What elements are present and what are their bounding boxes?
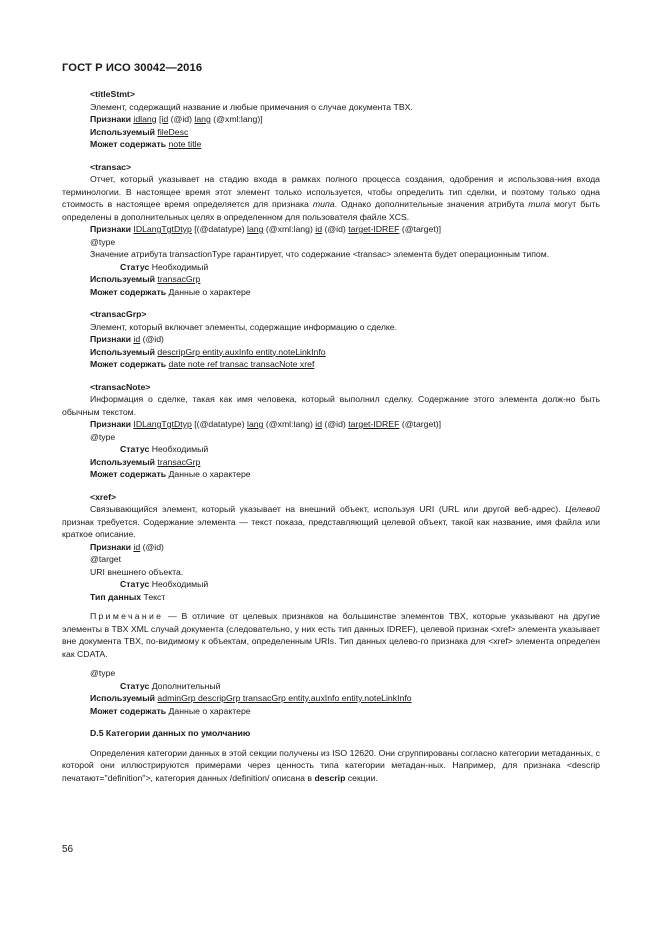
attr-link[interactable]: id [133,541,141,552]
type-attribute: @type [90,431,116,442]
entry-tag: <titleStmt> [90,89,135,99]
attr-link[interactable]: lang [194,114,211,124]
used-in-link[interactable]: descripGrp entity.auxInfo entity.noteLinkInfo [157,346,326,357]
attr-link[interactable]: id [133,334,141,344]
entry-used-in: Используемый fileDesc [90,126,189,137]
entry-attributes: Признаки id (@id) [90,541,164,552]
attr-link[interactable]: IDLangTgtDtyp [133,224,192,234]
entry-used-in: Используемый adminGrp descripGrp transacGrp entity.auxInfo entity.noteLinkInfo [90,693,412,703]
entry-tag: <transacGrp> [90,309,147,319]
entry-may-contain: Может содержать Данные о характере [90,286,251,297]
entry-transacGrp [62,308,600,371]
used-in-link[interactable]: transacGrp [157,274,201,284]
entry-description: Элемент, содержащий название и любые примечания о случае документа TBX. [90,101,413,112]
type-description: Значение атрибута transactionType гарантирует, что содержание <transac> элемента будет операционным типом. [90,249,550,259]
entry-used-in: Используемый descripGrp entity.auxInfo entity.noteLinkInfo [90,346,326,357]
section-title: D.5 Категории данных по умолчанию [90,728,251,738]
entry-may-contain: Может содержать Данные о характере [90,469,251,479]
entry-titleStmt [62,88,600,151]
target-attribute: @target [90,554,122,564]
target-description: URI внешнего объекта. [90,566,184,577]
entry-description: Элемент, который включает элементы, содержащие информацию о сделке. [90,321,398,332]
entry-description: Информация о сделке, такая как имя человека, который выполнил сделку. Содержание этого элемента долж-но быть обычным текстом. [62,394,600,417]
entry-attributes: Признаки IDLangTgtDtyp [(@datatype) lang (@xml:lang) id (@id) target-IDREF (@target)] [90,419,442,429]
used-in-link[interactable]: transacGrp [157,456,201,467]
attr-link[interactable]: lang [247,224,264,234]
attr-link[interactable]: target-IDREF [348,419,400,429]
page-header: ГОСТ Р ИСО 30042—2016 [62,62,203,74]
may-contain-link[interactable]: date note ref transac transacNote xref [168,359,315,369]
entry-status: Статус Необходимый [120,444,209,454]
used-in-link[interactable]: fileDesc [157,126,189,137]
document-body [62,88,600,784]
entry-status: Статус Необходимый [120,579,209,589]
entry-attributes: Признаки idlang [id (@id) lang (@xml:lang)] [90,114,263,124]
entry-status: Статус Необходимый [120,261,209,272]
entry-status: Статус Дополнительный [120,680,221,691]
entry-transac [62,161,600,299]
entry-used-in: Используемый transacGrp [90,456,201,467]
entry-used-in: Используемый transacGrp [90,274,201,284]
entry-attributes: Признаки IDLangTgtDtyp [(@datatype) lang (@xml:lang) id (@id) target-IDREF (@target)] [90,224,442,234]
entry-xref [62,491,600,718]
entry-description: Отчет, который указывает на стадию входа в рамках полного процесса создания, одобрения и использова-ния входа терминологии. В настоящее время этот элемент только используется, чтобы определить тип сделки, и поэтому только одна стоимость в настоящее время определяется для признака типа. Однако дополнительные значения атрибута типа могут быть определены в дополнительных целях в определенном для пользователя файле XCS. [62,174,600,222]
attr-link[interactable]: [id [159,114,169,124]
attr-link[interactable]: IDLangTgtDtyp [133,419,192,429]
attr-link[interactable]: id [315,224,323,234]
attr-link[interactable]: lang [247,419,264,429]
used-in-link[interactable]: adminGrp descripGrp transacGrp entity.auxInfo entity.noteLinkInfo [157,693,412,703]
entry-tag: <xref> [90,491,117,502]
attr-link[interactable]: id [315,419,323,429]
attr-link[interactable]: idlang [133,114,157,124]
entry-may-contain: Может содержать date note ref transac transacNote xref [90,359,315,369]
entry-tag: <transac> [90,161,132,172]
may-contain-link[interactable]: note title [168,139,202,149]
entry-description: Связывающийся элемент, который указывает на внешний объект, используя URI (URL или другой веб-адрес). Целевой признак требуется. Содержание элемента — текст показа, представляющий целевой объект, такой как название, имя файла или краткое описание. [62,504,600,539]
page-number: 56 [62,844,74,855]
note-label: Примечание [90,611,164,621]
type-attribute: @type [90,236,116,247]
attr-link[interactable]: target-IDREF [348,224,400,234]
entry-data-type: Тип данных Текст [90,591,166,602]
entry-tag: <transacNote> [90,381,151,392]
section-d5 [62,727,600,784]
entry-transacNote [62,381,600,481]
entry-may-contain: Может содержать Данные о характере [90,705,251,716]
type-attribute: @type [90,668,116,678]
entry-may-contain: Может содержать note title [90,139,202,149]
section-paragraph: Определения категории данных в этой секции получены из ISO 12620. Они сгруппированы согласно категории метаданных, с которой они иллюстрируются примерами через ценность типа категории метадан-ных. Например, для признака <descrip печатают="definition">, категория данных /definition/ описана в descrip секции. [62,747,600,783]
entry-attributes: Признаки id (@id) [90,334,164,344]
note: Примечание — В отличие от целевых признаков на большинстве элементов TBX, которые указывают на другие элементы в TBX XML случай документа (следовательно, у них есть тип данных IDREF), целевой признак <xref> элемента указывает вне документа TBX, по-видимому к объектам, определенным URIs. Тип данных целево-го признака для <xref> элемента определен как CDATA. [62,611,600,659]
